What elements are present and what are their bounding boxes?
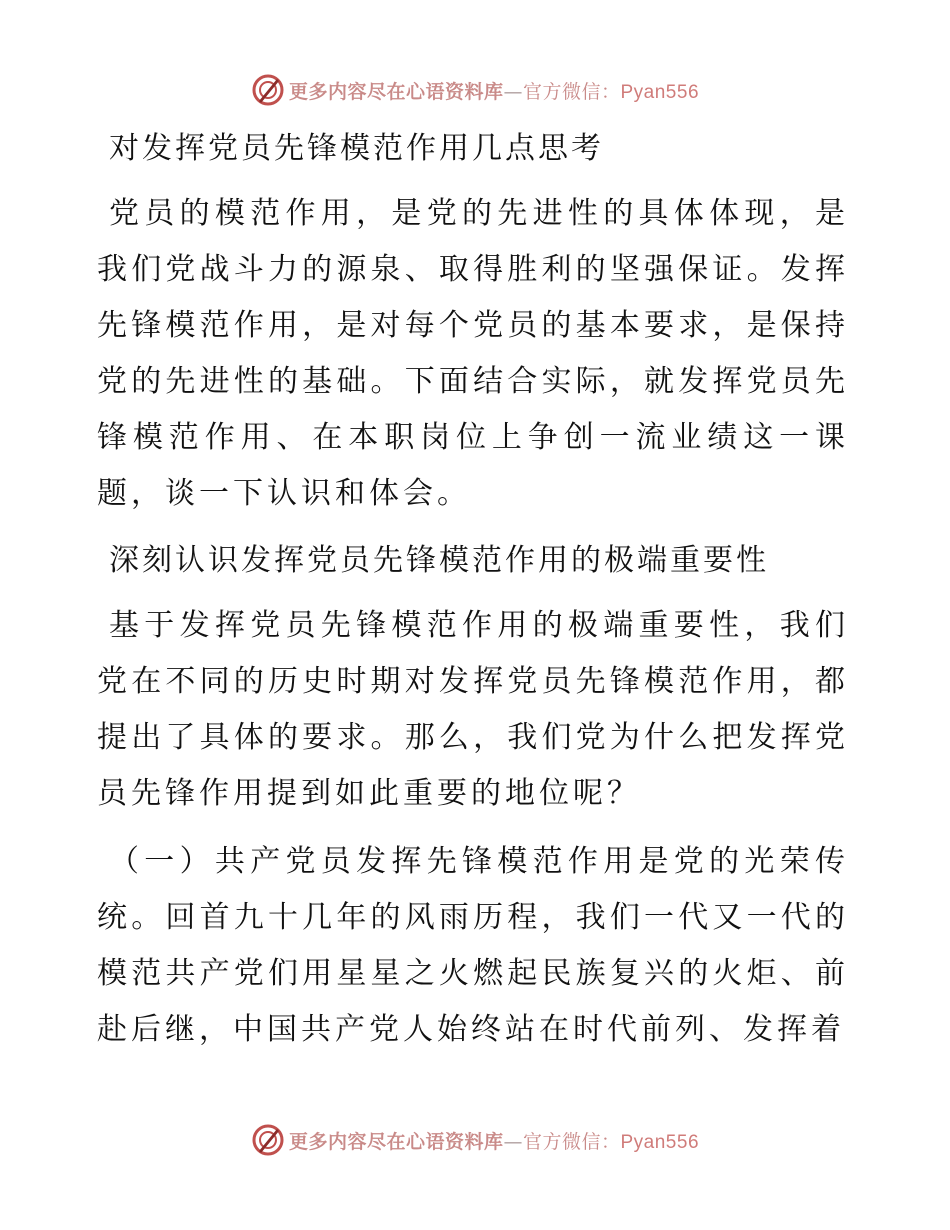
watermark-wechat-label: 官方微信： xyxy=(522,80,621,103)
quill-logo-icon xyxy=(251,73,285,107)
watermark-footer xyxy=(0,1120,950,1160)
watermark-wechat-id: Pyan556 xyxy=(620,81,700,103)
paragraph-3: （一）共产党员发挥先锋模范作用是党的光荣传统。回首九十几年的风雨历程，我们一代又一代的模范共产党们用星星之火燃起民族复兴的火炬、前赴后继，中国共产党人始终站在时代前列、发挥着 xyxy=(97,844,849,1047)
watermark-dash: — xyxy=(503,1130,523,1153)
watermark-dash: — xyxy=(503,80,523,103)
section-heading: 深刻认识发挥党员先锋模范作用的极端重要性 xyxy=(109,543,769,578)
document-title: 对发挥党员先锋模范作用几点思考 xyxy=(109,131,604,166)
watermark-main-text: 更多内容尽在心语资料库 xyxy=(288,1130,504,1153)
document-body xyxy=(97,122,849,1070)
intro-paragraph: 党员的模范作用，是党的先进性的具体体现，是我们党战斗力的源泉、取得胜利的坚强保证。发挥先锋模范作用，是对每个党员的基本要求，是保持党的先进性的基础。下面结合实际，就发挥党员先锋模范作用、在本职岗位上争创一流业绩这一课题，谈一下认识和体会。 xyxy=(97,196,849,511)
watermark-wechat-label: 官方微信： xyxy=(522,1130,621,1153)
watermark-wechat-id: Pyan556 xyxy=(620,1131,700,1153)
watermark-main-text: 更多内容尽在心语资料库 xyxy=(288,80,504,103)
paragraph-2: 基于发挥党员先锋模范作用的极端重要性，我们党在不同的历史时期对发挥党员先锋模范作用，都提出了具体的要求。那么，我们党为什么把发挥党员先锋作用提到如此重要的地位呢？ xyxy=(97,608,849,811)
watermark-header xyxy=(0,70,950,110)
quill-logo-icon xyxy=(251,1123,285,1157)
